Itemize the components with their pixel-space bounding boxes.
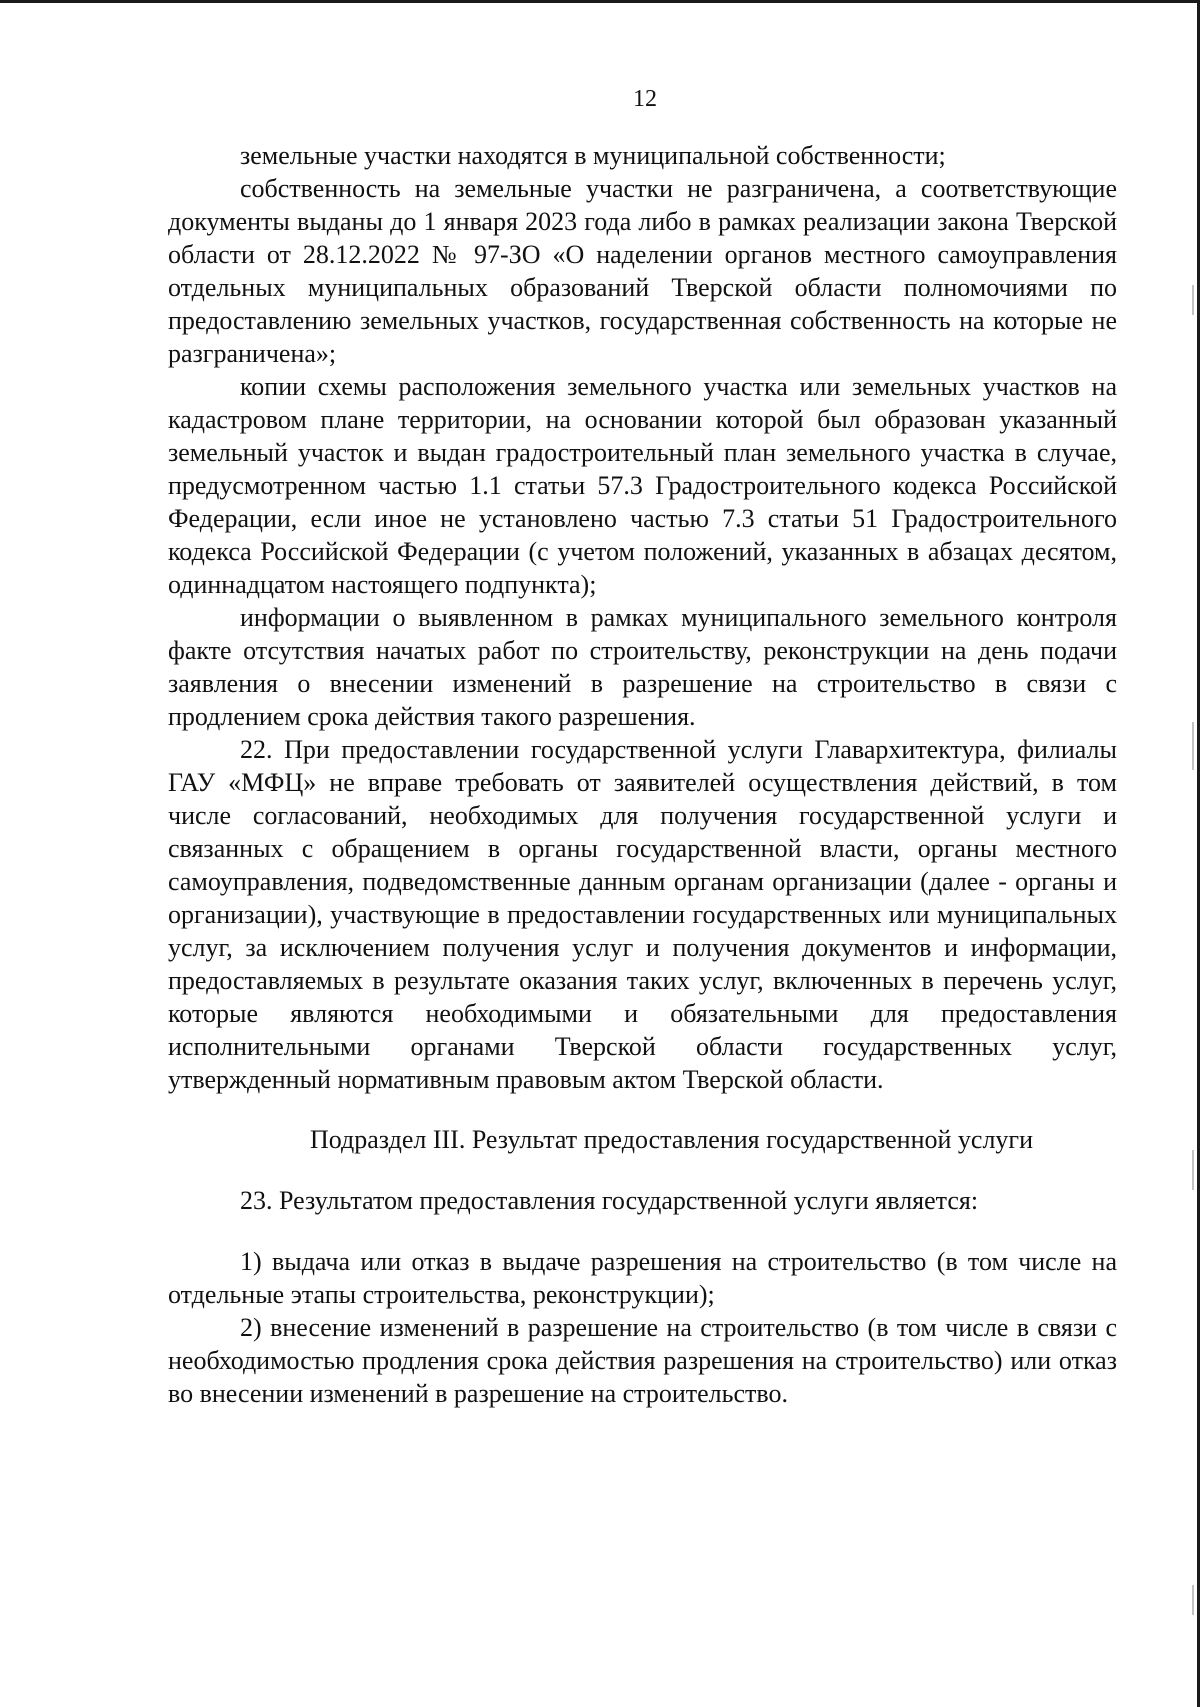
scan-artifact <box>1192 1150 1194 1190</box>
scan-artifact <box>1192 1585 1194 1615</box>
scan-top-edge <box>0 0 1200 3</box>
paragraph-municipal-property: земельные участки находятся в муниципальной собственности; <box>240 141 946 170</box>
document-body <box>168 139 1117 1410</box>
scan-artifact <box>1192 285 1194 315</box>
paragraph-land-control-information: информации о выявленном в рамках муниципального земельного контроля факте отсутствия начатых работ по строительству, реконструкции на день подачи заявления о внесении изменений в разрешение на строительство в связи с продлением срока действия такого разрешения. <box>168 603 1117 731</box>
paragraph-item-22: 22. При предоставлении государственной услуги Главархитектура, филиалы ГАУ «МФЦ» не вправе требовать от заявителей осуществления действий, в том числе согласований, необходимых для получения государственной услуги и связанных с обращением в органы государственной власти, органы местного самоуправления, подведомственные данным органам организации (далее - органы и организации), участвующие в предоставлении государственных или муниципальных услуг, за исключением получения услуг и получения документов и информации, предоставляемых в результате оказания таких услуг, включенных в перечень услуг, которые являются необходимыми и обязательными для предоставления исполнительными органами Тверской области государственных услуг, утвержденный нормативным правовым актом Тверской области. <box>168 735 1117 1094</box>
paragraph-item-23: 23. Результатом предоставления государственной услуги является: <box>240 1186 979 1215</box>
subsection-heading: Подраздел III. Результат предоставления государственной услуги <box>310 1125 1033 1154</box>
scan-artifact <box>1192 722 1194 770</box>
paragraph-layout-scheme-copies: копии схемы расположения земельного участка или земельных участков на кадастровом плане территории, на основании которой был образован указанный земельный участок и выдан градостроительный план земельного участка в случае, предусмотренном частью 1.1 статьи 57.3 Градостроительного кодекса Российской Федерации, если иное не установлено частью 7.3 статьи 51 Градостроительного кодекса Российской Федерации (с учетом положений, указанных в абзацах десятом, одиннадцатом настоящего подпункта); <box>168 372 1117 599</box>
paragraph-unallocated-property: собственность на земельные участки не разграничена, а соответствующие документы выданы до 1 января 2023 года либо в рамках реализации закона Тверской области от 28.12.2022 № 97-ЗО «О наделении органов местного самоуправления отдельных муниципальных образований Тверской области полномочиями по предоставлению земельных участков, государственная собственность на которые не разграничена»; <box>168 174 1117 368</box>
result-item-1: 1) выдача или отказ в выдаче разрешения на строительство (в том числе на отдельные этапы строительства, реконструкции); <box>168 1247 1117 1309</box>
spacer <box>168 1217 1117 1245</box>
result-item-2: 2) внесение изменений в разрешение на строительство (в том числе в связи с необходимостью продления срока действия разрешения на строительство) или отказ во внесении изменений в разрешение на строительство. <box>168 1313 1117 1408</box>
page-number: 12 <box>633 86 657 112</box>
